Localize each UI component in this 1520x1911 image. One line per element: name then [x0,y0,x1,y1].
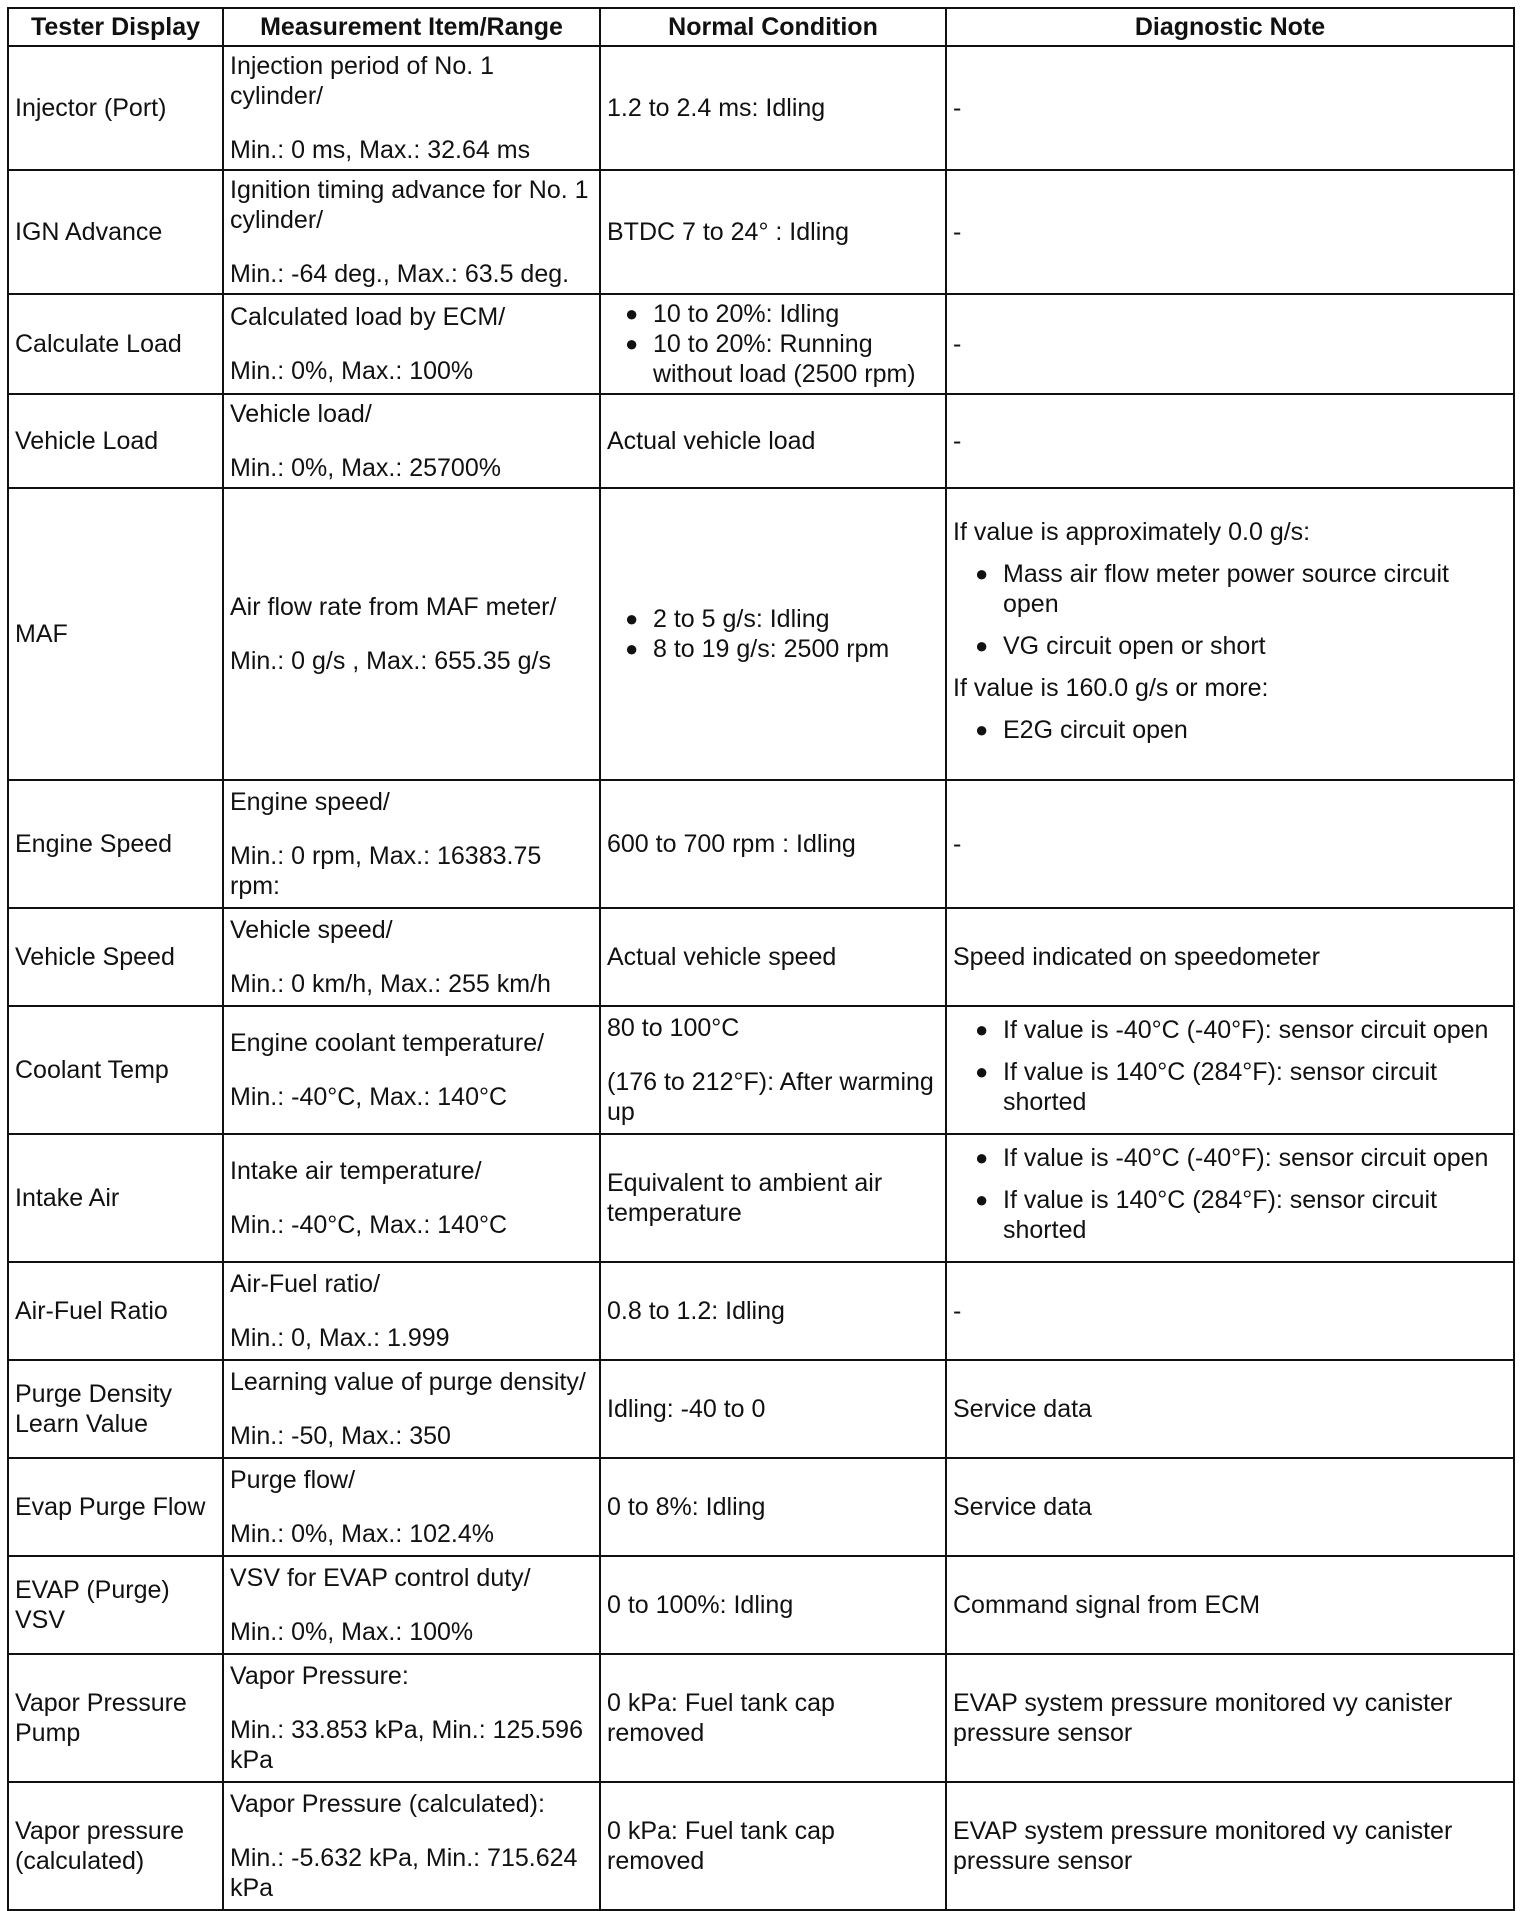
measurement-cell: Engine speed/ Min.: 0 rpm, Max.: 16383.75 rpm: [223,780,600,908]
list-item: ● VG circuit open or short [953,631,1507,661]
normal-condition-cell: 0 to 8%: Idling [600,1458,946,1556]
diagnostic-note-cell: EVAP system pressure monitored vy canister pressure sensor [946,1654,1514,1782]
list-item: ● 10 to 20%: Idling [607,299,939,329]
table-row [8,1134,1514,1262]
table-row [8,1654,1514,1782]
tester-display-cell: Injector (Port) [8,46,223,170]
diagnostic-note-cell: - [946,46,1514,170]
list-item: ● Mass air flow meter power source circuit open [953,559,1507,619]
normal-condition-cell: Idling: -40 to 0 [600,1360,946,1458]
list-item: ● If value is 140°C (284°F): sensor circuit shorted [953,1057,1507,1117]
normal-condition-cell: 0.8 to 1.2: Idling [600,1262,946,1360]
tester-display-cell: Vapor pressure (calculated) [8,1782,223,1910]
header-normal-condition: Normal Condition [600,8,946,46]
normal-condition-cell: Actual vehicle load [600,394,946,488]
tester-display-cell: Purge Density Learn Value [8,1360,223,1458]
tester-display-cell: Vehicle Speed [8,908,223,1006]
condition-line: (176 to 212°F): After warming up [607,1068,934,1126]
table-row [8,294,1514,394]
normal-condition-cell [600,1006,946,1134]
measurement-cell: Vapor Pressure: Min.: 33.853 kPa, Min.: 125.596 kPa [223,1654,600,1782]
normal-condition-cell: 600 to 700 rpm : Idling [600,780,946,908]
table-row [8,1360,1514,1458]
diagnostic-note-cell [946,488,1514,780]
tester-display-cell: Air-Fuel Ratio [8,1262,223,1360]
table-row [8,1006,1514,1134]
tester-display-cell: MAF [8,488,223,780]
measurement-cell: Learning value of purge density/ Min.: -50, Max.: 350 [223,1360,600,1458]
normal-condition-cell: 1.2 to 2.4 ms: Idling [600,46,946,170]
diagnostic-note-cell: Speed indicated on speedometer [946,908,1514,1006]
normal-condition-cell: 0 kPa: Fuel tank cap removed [600,1654,946,1782]
measurement-cell: Injection period of No. 1 cylinder/ Min.: 0 ms, Max.: 32.64 ms [223,46,600,170]
diagnostic-note-cell: - [946,170,1514,294]
tester-display-cell: Intake Air [8,1134,223,1262]
measurement-cell: Purge flow/ Min.: 0%, Max.: 102.4% [223,1458,600,1556]
diagnostic-note-cell [946,1006,1514,1134]
measurement-cell: VSV for EVAP control duty/ Min.: 0%, Max.: 100% [223,1556,600,1654]
diagnostic-note-cell: - [946,394,1514,488]
note-intro: If value is 160.0 g/s or more: [953,674,1269,702]
normal-condition-cell: 0 to 100%: Idling [600,1556,946,1654]
normal-condition-cell [600,488,946,780]
tester-display-cell: Coolant Temp [8,1006,223,1134]
tester-display-cell: Engine Speed [8,780,223,908]
tester-display-cell: Evap Purge Flow [8,1458,223,1556]
table-row [8,1556,1514,1654]
measurement-cell: Air flow rate from MAF meter/ Min.: 0 g/s , Max.: 655.35 g/s [223,488,600,780]
tester-display-cell: EVAP (Purge) VSV [8,1556,223,1654]
condition-line: 80 to 100°C [607,1014,740,1042]
header-measurement-item: Measurement Item/Range [223,8,600,46]
list-item: ● E2G circuit open [953,715,1507,745]
diagnostic-note-cell: Service data [946,1360,1514,1458]
table-row [8,170,1514,294]
measurement-cell: Engine coolant temperature/ Min.: -40°C, Max.: 140°C [223,1006,600,1134]
diagnostic-note-cell: - [946,1262,1514,1360]
diagnostic-note-cell: Command signal from ECM [946,1556,1514,1654]
table-row [8,46,1514,170]
table-row [8,1782,1514,1910]
normal-condition-cell: 0 kPa: Fuel tank cap removed [600,1782,946,1910]
diagnostic-note-cell: Service data [946,1458,1514,1556]
tester-display-cell: Vehicle Load [8,394,223,488]
measurement-cell: Intake air temperature/ Min.: -40°C, Max.: 140°C [223,1134,600,1262]
measurement-cell: Vehicle speed/ Min.: 0 km/h, Max.: 255 km/h [223,908,600,1006]
measurement-cell: Calculated load by ECM/ Min.: 0%, Max.: 100% [223,294,600,394]
measurement-cell: Air-Fuel ratio/ Min.: 0, Max.: 1.999 [223,1262,600,1360]
diagnostic-note-cell: - [946,294,1514,394]
table-row [8,780,1514,908]
header-tester-display: Tester Display [8,8,223,46]
measurement-cell: Vapor Pressure (calculated): Min.: -5.632 kPa, Min.: 715.624 kPa [223,1782,600,1910]
normal-condition-cell: Actual vehicle speed [600,908,946,1006]
list-item: ● If value is -40°C (-40°F): sensor circuit open [953,1143,1507,1173]
tester-display-cell: IGN Advance [8,170,223,294]
diagnostic-note-cell [946,1134,1514,1262]
data-list-table [7,7,1515,1911]
list-item: ● 8 to 19 g/s: 2500 rpm [607,634,939,664]
list-item: ● 10 to 20%: Running without load (2500 rpm) [607,329,939,389]
list-item: ● 2 to 5 g/s: Idling [607,604,939,634]
normal-condition-cell [600,294,946,394]
normal-condition-cell: BTDC 7 to 24° : Idling [600,170,946,294]
table-row [8,488,1514,780]
measurement-cell: Vehicle load/ Min.: 0%, Max.: 25700% [223,394,600,488]
table-row [8,908,1514,1006]
diagnostic-note-cell: EVAP system pressure monitored vy canister pressure sensor [946,1782,1514,1910]
table-row [8,1458,1514,1556]
tester-display-cell: Vapor Pressure Pump [8,1654,223,1782]
note-intro: If value is approximately 0.0 g/s: [953,518,1311,546]
header-row [8,8,1514,46]
list-item: ● If value is 140°C (284°F): sensor circuit shorted [953,1185,1507,1245]
list-item: ● If value is -40°C (-40°F): sensor circuit open [953,1015,1507,1045]
tester-display-cell: Calculate Load [8,294,223,394]
table-row [8,394,1514,488]
header-diagnostic-note: Diagnostic Note [946,8,1514,46]
normal-condition-cell: Equivalent to ambient air temperature [600,1134,946,1262]
table-row [8,1262,1514,1360]
diagnostic-note-cell: - [946,780,1514,908]
measurement-cell: Ignition timing advance for No. 1 cylinder/ Min.: -64 deg., Max.: 63.5 deg. [223,170,600,294]
